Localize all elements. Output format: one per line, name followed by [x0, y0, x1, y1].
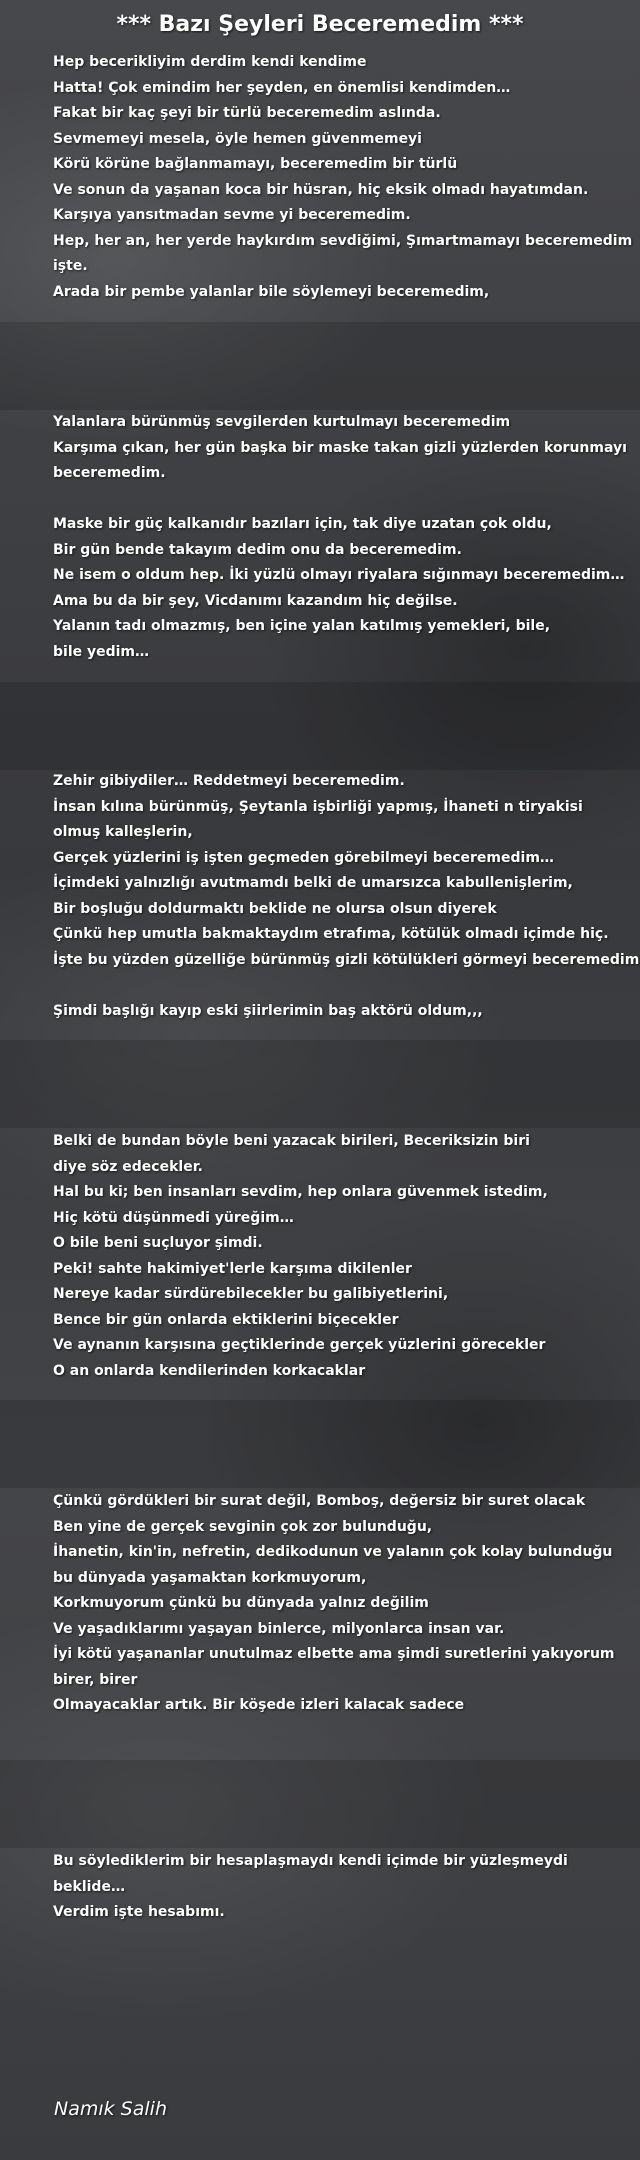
poem-line: Belki de bundan böyle beni yazacak birileri, Beceriksizin biri: [53, 1133, 530, 1149]
poem-line: Bir gün bende takayım dedim onu da beceremedim.: [53, 541, 462, 558]
poem-line: Hiç kötü düşünmedi yüreğim…: [53, 1209, 294, 1226]
poem-line: Bir boşluğu doldurmaktı beklide ne olursa olsun diyerek: [53, 900, 497, 917]
stanza-6: [53, 1849, 623, 1926]
stanza-1: [53, 50, 633, 305]
separator-band-5: [0, 1760, 640, 1848]
poem-line: Hep, her an, her yerde haykırdım sevdiğimi, Şımartmamayı beceremedim: [53, 232, 633, 249]
poem-line: Ben yine de gerçek sevginin çok zor bulunduğu,: [53, 1518, 433, 1535]
poem-line: Şimdi başlığı kayıp eski şiirlerimin baş aktörü oldum,,,: [53, 1002, 483, 1019]
poem-line: Yalanlara bürünmüş sevgilerden kurtulmayı beceremedim: [53, 414, 511, 430]
poem-line: Bence bir gün onlarda ektiklerini biçecekler: [53, 1311, 399, 1328]
poem-line: İhanetin, kin'in, nefretin, dedikodunun ve yalanın çok kolay bulunduğu: [53, 1544, 613, 1560]
poem-line: olmuş kalleşlerin,: [53, 824, 193, 840]
separator-band-3: [0, 1040, 640, 1128]
separator-band-2: [0, 682, 640, 770]
poem-line: O an onlarda kendilerinden korkacaklar: [53, 1362, 366, 1379]
poem-line: İçimdeki yalnızlığı avutmamdı belki de umarsızca kabullenişlerim,: [53, 875, 573, 891]
poem-line: Hal bu ki; ben insanları sevdim, hep onlara güvenmek istedim,: [53, 1184, 548, 1200]
separator-band-4: [0, 1400, 640, 1488]
poem-line: beklide…: [53, 1878, 125, 1895]
poem-line: Hep becerikliyim derdim kendi kendime: [53, 54, 367, 70]
poem-line: Fakat bir kaç şeyi bir türlü beceremedim aslında.: [53, 105, 441, 121]
poem-line: Ve aynanın karşısına geçtiklerinde gerçek yüzlerini görecekler: [53, 1337, 546, 1353]
poem-line: birer, birer: [53, 1671, 138, 1688]
poem-line: diye söz edecekler.: [53, 1158, 203, 1175]
poem-line: Sevmemeyi mesela, öyle hemen güvenmemeyi: [53, 130, 422, 147]
poem-line: O bile beni suçluyor şimdi.: [53, 1235, 263, 1251]
poem-line: Ve sonun da yaşanan koca bir hüsran, hiç eksik olmadı hayatımdan.: [53, 181, 589, 198]
poem-line: Zehir gibiydiler… Reddetmeyi beceremedim.: [53, 773, 405, 789]
poem-line: beceremedim.: [53, 465, 166, 481]
poem-line: Çünkü hep umutla bakmaktaydım etrafıma, kötülük olmadı içimde hiç.: [53, 926, 609, 942]
stanza-5: [53, 1489, 623, 1719]
poem-line: bile yedim…: [53, 643, 150, 660]
poem-author: Namık Salih: [54, 2098, 167, 2120]
poem-line: Ve yaşadıklarımı yaşayan binlerce, milyonlarca insan var.: [53, 1620, 505, 1637]
blank-line: [53, 973, 623, 999]
stanza-2: [53, 410, 627, 665]
poem-line: Körü körüne bağlanmamayı, beceremedim bir türlü: [53, 156, 458, 172]
poem-line: Korkmuyorum çünkü bu dünyada yalnız değilim: [53, 1595, 429, 1611]
poem-line: İnsan kılına bürünmüş, Şeytanla işbirliği yapmış, İhaneti n tiryakisi: [53, 798, 583, 815]
poem-line: Karşıma çıkan, her gün başka bir maske takan gizli yüzlerden korunmayı: [53, 439, 627, 456]
poem-line: Maske bir güç kalkanıdır bazıları için, tak diye uzatan çok oldu,: [53, 516, 552, 532]
poem-line: Verdim işte hesabımı.: [53, 1904, 225, 1920]
poem-line: Nereye kadar sürdürebilecekler bu galibiyetlerini,: [53, 1286, 449, 1302]
poem-line: Çünkü gördükleri bir surat değil, Bomboş, değersiz bir suret olacak: [53, 1493, 586, 1509]
poem-line: Ne isem o oldum hep. İki yüzlü olmayı riyalara sığınmayı beceremedim…: [53, 567, 625, 583]
poem-line: Hatta! Çok emindim her şeyden, en önemlisi kendimden…: [53, 79, 511, 96]
stanza-3: [53, 769, 640, 1024]
poem-line: İyi kötü yaşananlar unutulmaz elbette ama şimdi suretlerini yakıyorum: [53, 1646, 615, 1662]
poem-line: işte.: [53, 258, 88, 274]
poem-line: Peki! sahte hakimiyet'lerle karşıma dikilenler: [53, 1260, 412, 1277]
poem-line: Arada bir pembe yalanlar bile söylemeyi beceremedim,: [53, 283, 490, 300]
blank-line: [53, 487, 623, 513]
poem-line: bu dünyada yaşamaktan korkmuyorum,: [53, 1569, 367, 1586]
poem-line: Bu söylediklerim bir hesaplaşmaydı kendi içimde bir yüzleşmeydi: [53, 1853, 568, 1869]
poem-line: Karşıya yansıtmadan sevme yi beceremedim.: [53, 207, 411, 223]
poem-line: Yalanın tadı olmazmış, ben içine yalan katılmış yemekleri, bile,: [53, 618, 551, 634]
poem-line: Ama bu da bir şey, Vicdanımı kazandım hiç değilse.: [53, 592, 458, 609]
poem-line: Gerçek yüzlerini iş işten geçmeden görebilmeyi beceremedim…: [53, 849, 554, 866]
stanza-4: [53, 1129, 623, 1384]
separator-band-1: [0, 322, 640, 410]
poem-line: Olmayacaklar artık. Bir köşede izleri kalacak sadece: [53, 1697, 465, 1713]
poem-title: *** Bazı Şeyleri Beceremedim ***: [116, 12, 524, 37]
poem-line: İşte bu yüzden güzelliğe bürünmüş gizli kötülükleri görmeyi beceremedim: [53, 951, 640, 968]
